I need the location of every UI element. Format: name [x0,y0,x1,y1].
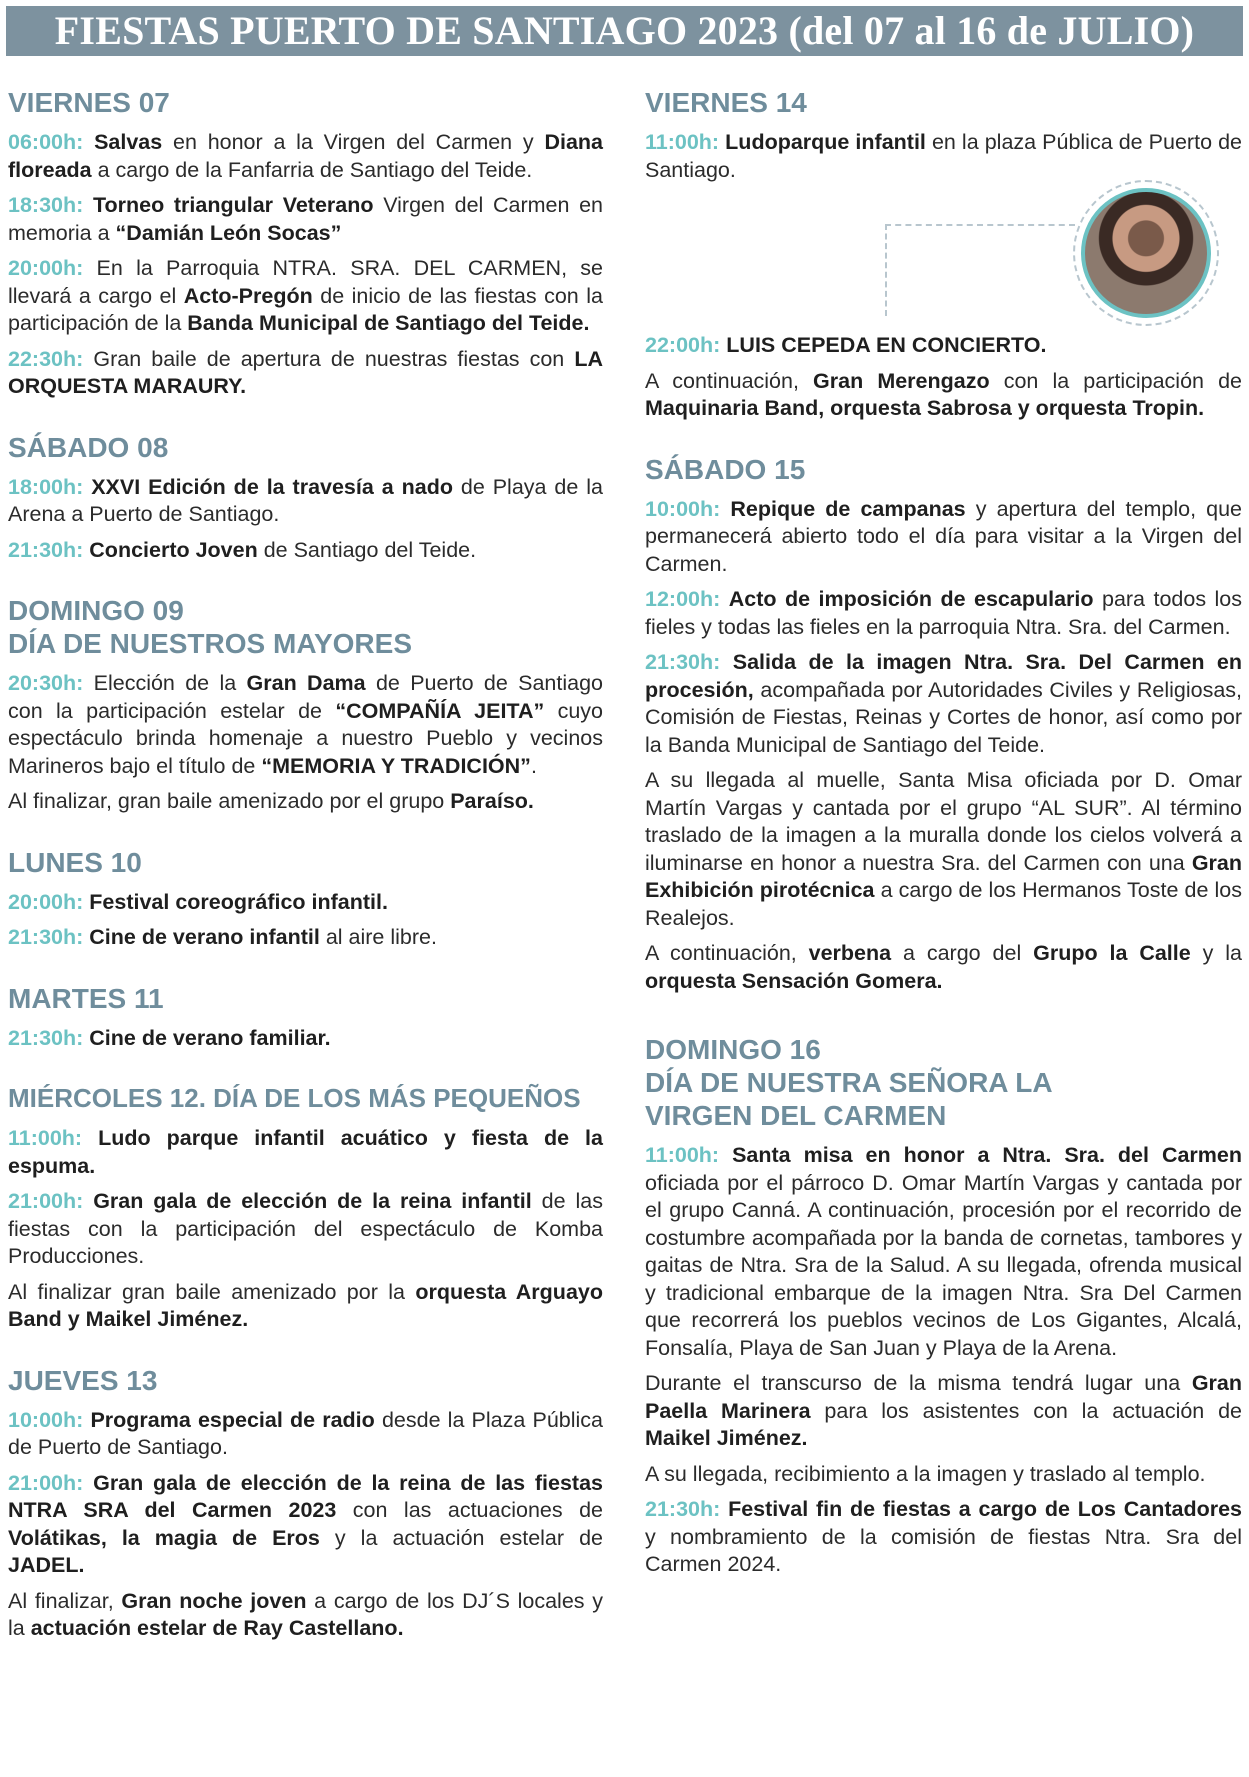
day-subheading-mayores: DÍA DE NUESTROS MAYORES [8,628,412,659]
event-highlight: Torneo triangular Veterano [92,193,374,217]
event-highlight: “Damián León Socas” [115,220,342,245]
event-item [8,474,603,529]
event-text: desde la Plaza Pública de Puerto de Santiago. [8,1407,603,1459]
day-subheading-nuestra-senora: DÍA DE NUESTRA SEÑORA LA [645,1067,1053,1098]
day-heading-viernes-07: VIERNES 07 [8,87,170,118]
event-text: de las fiestas con la participación del espectáculo de Komba Producciones. [8,1189,603,1268]
day-heading-lunes-10: LUNES 10 [8,846,142,878]
event-text: con la participación de [989,368,1243,393]
event-item [8,537,603,565]
event-time: 22:30h: [8,346,84,371]
event-item [8,192,603,247]
event-item [645,649,1242,759]
event-highlight: Acto-Pregón [183,283,313,308]
day-heading-domingo-16: DOMINGO 16 [645,1034,821,1065]
event-item [8,129,603,184]
event-highlight: verbena [808,941,892,965]
event-text: de inicio de las fiestas con la participación de la [8,283,603,335]
event-item [8,255,603,338]
day-heading-jueves-13: JUEVES 13 [8,1364,158,1396]
dashed-connector [885,224,1075,226]
event-text: Al finalizar gran baile amenizado por la [8,1279,416,1304]
event-text: a cargo de los DJ´S locales y la [8,1588,603,1640]
event-text: oficiada por el párroco D. Omar Martín Vargas y cantada por el grupo Canná. A continuación, procesión por el recorrido de costumbre acompañada por la banda de cornetas, tambores y gaitas de Ntra. Sra de la Salud. A su llegada, ofrenda musical y tradicional embarque de la imagen Ntra. Sra Del Carmen que recorrerá los pueblos vecinos de Los Gigantes, Alcalá, Fonsalía, Playa de San Juan y Playa de la Arena. [645,1170,1242,1360]
event-highlight: orquesta Sensación Gomera. [645,968,943,993]
event-text: acompañada por Autoridades Civiles y Religiosas, Comisión de Fiestas, Reinas y Cortes de honor, así como por la Banda Municipal de Santiago del Teide. [645,677,1242,757]
event-time: 21:30h: [8,925,84,949]
event-time: 11:00h: [645,1143,720,1167]
event-text: de Playa de la Arena a Puerto de Santiago. [8,474,603,526]
event-highlight: Gran Paella Marinera [645,1371,1242,1423]
day-heading-viernes-14: VIERNES 14 [645,87,807,118]
event-time: 20:00h: [8,889,84,914]
event-text: al aire libre. [319,925,437,949]
event-time: 20:30h: [8,671,84,695]
event-item [8,670,603,780]
event-item [645,129,1242,184]
event-text: A su llegada, recibimiento a la imagen y traslado al templo. [645,1461,1206,1486]
event-text: cuyo espectáculo brinda homenaje a nuestro Pueblo y vecinos Marineros bajo el título de [8,698,604,778]
event-item [645,1461,1242,1489]
event-item [8,1188,603,1271]
event-highlight: Programa especial de radio [90,1407,375,1432]
event-text: y la actuación estelar de [319,1525,603,1550]
event-highlight: Cine de verano infantil [89,925,320,949]
event-time: 21:30h: [645,650,721,674]
event-item [645,332,1242,360]
artist-photo [1081,188,1211,318]
event-item [8,924,603,952]
event-text: en la plaza Pública de Puerto de Santiago. [645,130,1242,182]
event-highlight: Maikel Jiménez. [645,1426,808,1450]
event-text: En la Parroquia NTRA. SRA. DEL CARMEN, se llevará a cargo el [8,256,603,308]
event-item [8,1125,603,1180]
event-time: 11:00h: [645,130,720,154]
event-highlight: Gran Merengazo [813,368,990,393]
event-time: 21:30h: [645,1497,721,1521]
event-time: 22:00h: [645,333,721,357]
event-text: A continuación, [645,941,809,965]
event-highlight: Gran noche joven [121,1588,307,1613]
event-highlight: Paraíso. [450,789,534,813]
event-time: 21:30h: [8,1025,84,1050]
event-text: Al finalizar, gran baile amenizado por el grupo [8,789,451,813]
event-highlight: orquesta Arguayo Band y Maikel Jiménez. [8,1279,603,1331]
day-heading-sabado-08: SÁBADO 08 [8,431,169,463]
event-highlight: Grupo la Calle [1033,941,1191,965]
event-text: para los asistentes con la actuación de [810,1398,1242,1423]
event-time: 10:00h: [645,496,721,521]
event-time: 21:00h: [8,1189,84,1213]
event-item [8,1279,603,1334]
event-time: 20:00h: [8,256,84,280]
event-item [8,1470,603,1580]
left-column [8,86,603,1651]
artist-photo-area [645,192,1242,332]
event-highlight: Salida de la imagen Ntra. Sra. Del Carmen en procesión, [645,650,1242,702]
day-heading-domingo-09: DOMINGO 09 [8,595,184,626]
event-text: de Santiago del Teide. [257,537,477,562]
event-item [645,586,1242,641]
day-heading-miercoles-12: MIÉRCOLES 12. DÍA DE LOS MÁS PEQUEÑOS [8,1083,581,1113]
event-text: Elección de la [83,671,247,695]
event-time: 18:30h: [8,193,84,217]
dashed-connector [885,224,887,316]
event-highlight: Volátikas, la magia de Eros [8,1525,320,1550]
event-item [645,368,1242,423]
event-time: 06:00h: [8,130,84,154]
event-time: 12:00h: [645,587,721,611]
event-highlight: Gran gala de elección de la reina infantil [93,1189,532,1213]
event-item [8,1407,603,1462]
event-time: 18:00h: [8,474,84,499]
event-text: . [530,753,537,778]
event-highlight: “MEMORIA Y TRADICIÓN” [261,753,531,778]
event-highlight: Maquinaria Band, orquesta Sabrosa y orquesta Tropin. [645,396,1205,420]
event-text: para todos los fieles y todas las fieles en la parroquia Ntra. Sra. del Carmen. [645,587,1243,639]
event-text: A continuación, [645,368,814,393]
event-highlight: LA ORQUESTA MARAURY. [8,346,603,398]
event-highlight: actuación estelar de Ray Castellano. [30,1616,404,1640]
event-item [645,767,1242,932]
event-text: Gran baile de apertura de nuestras fiestas con [83,346,575,371]
event-item [645,1370,1242,1453]
event-text: Virgen del Carmen en memoria a [8,193,603,245]
event-text: a cargo del [891,941,1034,965]
event-time: 11:00h: [8,1126,83,1150]
event-highlight: XXVI Edición de la travesía a nado [91,474,453,499]
event-highlight: Santa misa en honor a Ntra. Sra. del Carmen [732,1143,1242,1167]
day-heading-martes-11: MARTES 11 [8,982,164,1014]
event-text: a cargo de los Hermanos Toste de los Realejos. [645,878,1242,930]
event-text: y la [1190,941,1242,965]
event-item [8,889,603,917]
event-highlight: Gran gala de elección de la reina de las fiestas NTRA SRA del Carmen 2023 [8,1470,603,1522]
event-text: a cargo de la Fanfarria de Santiago del Teide. [91,157,533,182]
event-item [645,496,1242,579]
event-highlight: JADEL. [8,1553,85,1577]
event-text: A su llegada al muelle, Santa Misa oficiada por D. Omar Martín Vargas y cantada por el grupo “AL SUR”. Al término traslado de la imagen a la muralla donde los cielos volverá a iluminarse en honor a nuestra Sra. del Carmen con una [645,768,1242,875]
event-highlight: Cine de verano familiar. [89,1025,331,1050]
event-text: y apertura del templo, que permanecerá abierto todo el día para visitar a la Virgen del Carmen. [645,496,1242,576]
event-time: 21:00h: [8,1470,84,1495]
event-highlight: Repique de campanas [730,496,966,521]
day-subheading-virgen-del-carmen: VIRGEN DEL CARMEN [645,1100,947,1131]
event-highlight: Ludoparque infantil [725,130,926,154]
event-highlight: LUIS CEPEDA EN CONCIERTO. [726,333,1047,357]
event-highlight: Acto de imposición de escapulario [728,587,1094,611]
event-item [645,1496,1242,1579]
event-highlight: Banda Municipal de Santiago del Teide. [187,311,590,335]
event-item [8,788,603,816]
event-highlight: Festival coreográfico infantil. [89,889,388,914]
event-highlight: Festival fin de fiestas a cargo de Los Cantadores [728,1497,1243,1521]
event-time: 10:00h: [8,1407,84,1432]
event-time: 21:30h: [8,537,84,562]
page-title: FIESTAS PUERTO DE SANTIAGO 2023 (del 07 al 16 de JULIO) [6,6,1243,56]
event-highlight: Gran Exhibición pirotécnica [645,850,1242,902]
event-text: y nombramiento de la comisión de fiestas Ntra. Sra del Carmen 2024. [645,1524,1242,1576]
event-text: Al finalizar, [8,1588,122,1613]
right-column [645,86,1242,1587]
event-text: con las actuaciones de [336,1498,603,1522]
day-heading-sabado-15: SÁBADO 15 [645,453,806,485]
event-item [645,940,1242,995]
event-text: Durante el transcurso de la misma tendrá lugar una [645,1371,1192,1395]
event-text: en honor a la Virgen del Carmen y [162,130,545,154]
event-highlight: Salvas [94,130,163,154]
event-text: de Puerto de Santiago con la participación estelar de [8,671,604,723]
event-item [8,346,603,401]
event-highlight: “COMPAÑÍA JEITA” [335,698,545,723]
event-highlight: Diana floreada [8,130,603,182]
event-item [8,1025,603,1053]
event-item [645,1142,1242,1362]
event-highlight: Concierto Joven [89,537,258,562]
event-item [8,1588,603,1643]
event-highlight: Gran Dama [246,671,366,695]
event-highlight: Ludo parque infantil acuático y fiesta de la espuma. [8,1126,603,1178]
